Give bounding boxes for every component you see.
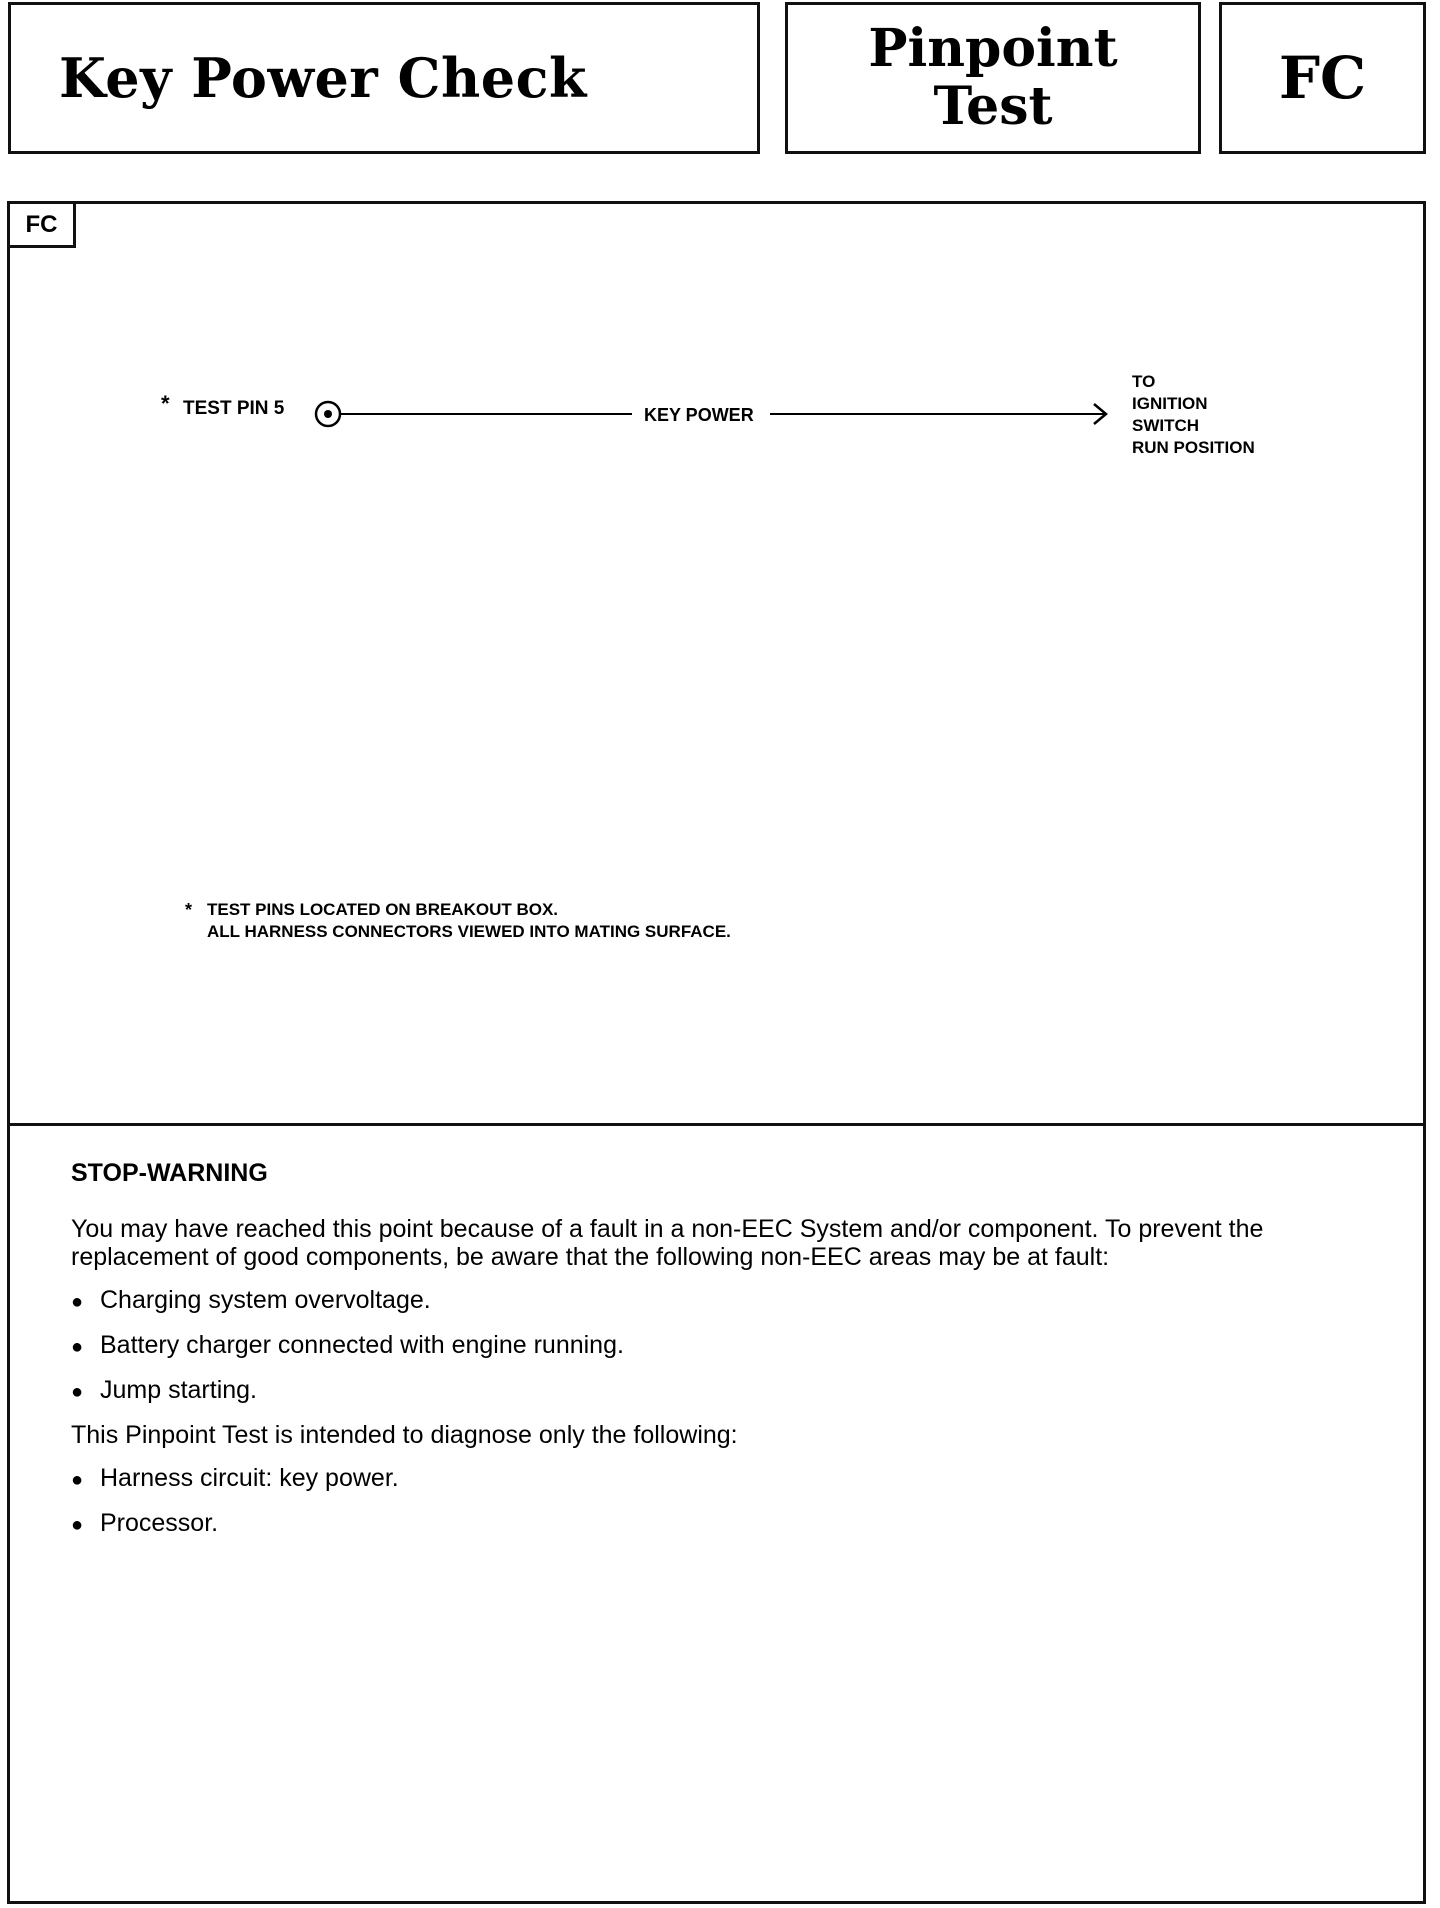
cause-text: Jump starting. [100, 1376, 258, 1404]
destination-line-4: RUN POSITION [1132, 438, 1255, 457]
destination-line-3: SWITCH [1132, 416, 1200, 435]
list-item [71, 1286, 1371, 1316]
test-type-line2: Test [933, 76, 1053, 137]
panel-tag: FC [10, 204, 76, 248]
cause-text: Battery charger connected with engine running. [100, 1331, 624, 1359]
bullet-icon: ● [71, 1514, 84, 1536]
asterisk-mark: * [161, 391, 170, 416]
note-line-2: ALL HARNESS CONNECTORS VIEWED INTO MATING SURFACE. [207, 922, 731, 941]
main-panel [7, 201, 1426, 1904]
test-pin-label: TEST PIN 5 [183, 398, 285, 419]
bullet-icon: ● [71, 1336, 84, 1358]
bullet-icon: ● [71, 1291, 84, 1313]
wire-label: KEY POWER [644, 405, 754, 425]
scope-list [71, 1464, 1371, 1539]
test-code: FC [1278, 44, 1367, 112]
scope-text: Processor. [100, 1509, 219, 1537]
note-asterisk: * [185, 900, 193, 920]
warning-section [71, 1159, 1371, 1554]
test-type-box [785, 2, 1201, 154]
cause-text: Charging system overvoltage. [100, 1286, 431, 1314]
bullet-icon: ● [71, 1381, 84, 1403]
warning-intro: You may have reached this point because of a fault in a non-EEC System and/or component. To prevent the replacement of good components, be aware that the following non-EEC areas may be at fault: [71, 1215, 1264, 1271]
scope-text: Harness circuit: key power. [100, 1464, 399, 1492]
bullet-icon: ● [71, 1469, 84, 1491]
test-type-line1: Pinpoint [868, 18, 1118, 79]
wiring-diagram [10, 204, 1423, 1119]
list-item [71, 1464, 1371, 1494]
test-pin-center [324, 410, 332, 418]
list-item [71, 1509, 1371, 1539]
scope-intro: This Pinpoint Test is intended to diagnose only the following: [71, 1421, 738, 1449]
warning-heading: STOP-WARNING [71, 1159, 268, 1187]
page-title: Key Power Check [59, 46, 587, 110]
destination-line-1: TO [1132, 372, 1156, 391]
test-code-box [1219, 2, 1426, 154]
section-divider [10, 1123, 1423, 1126]
note-line-1: TEST PINS LOCATED ON BREAKOUT BOX. [207, 900, 559, 919]
list-item [71, 1376, 1371, 1406]
list-item [71, 1331, 1371, 1361]
destination-line-2: IGNITION [1132, 394, 1208, 413]
cause-list [71, 1286, 1371, 1406]
title-box [8, 2, 760, 154]
diagram-note [185, 899, 731, 943]
